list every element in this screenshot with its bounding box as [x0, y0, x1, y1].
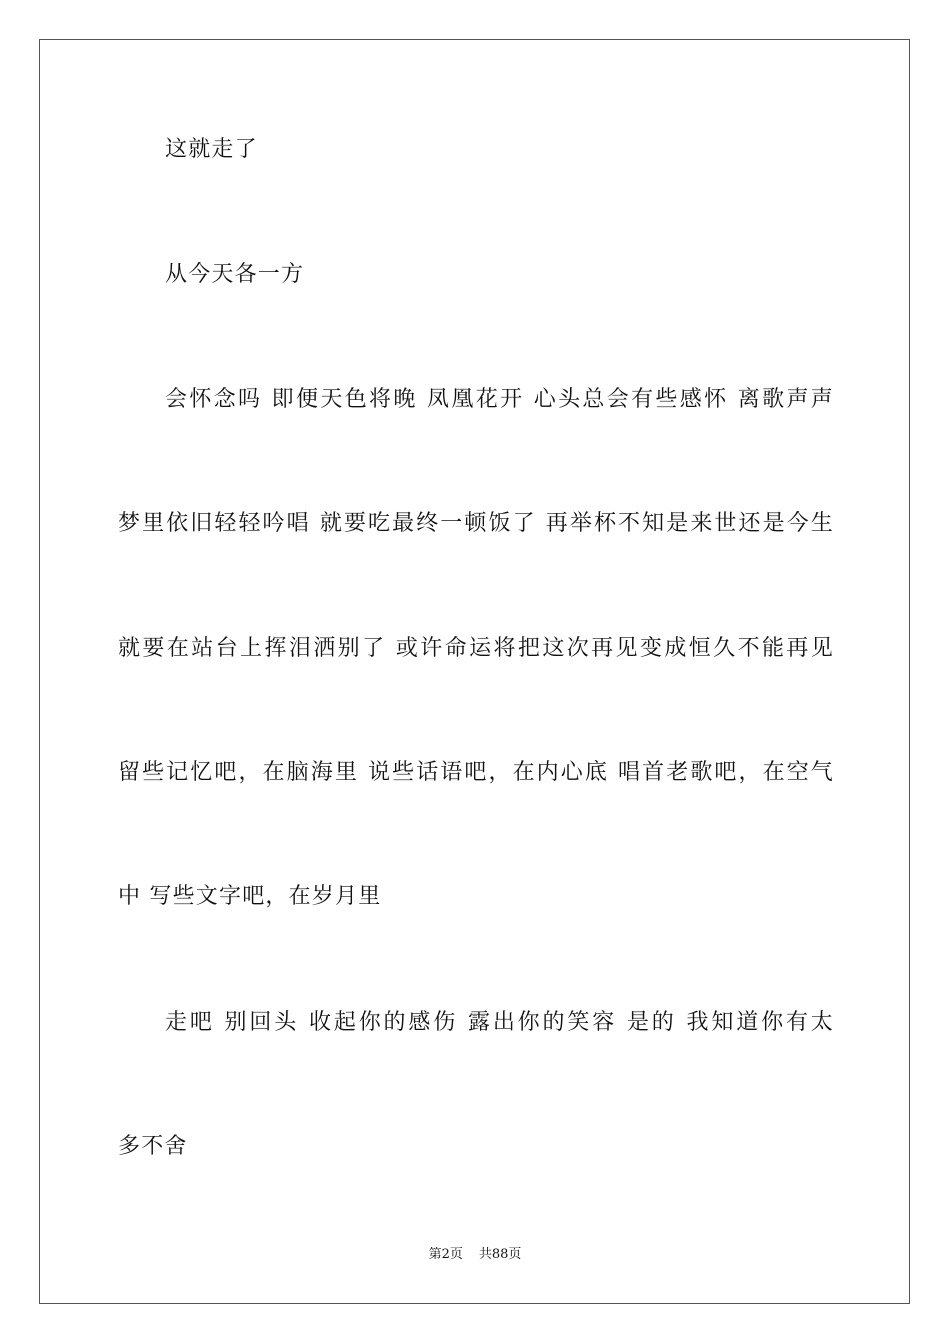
paragraph-line: 走吧 别回头 收起你的感伤 露出你的笑容 是的 我知道你有太: [165, 1010, 834, 1035]
paragraph-line: 中 写些文字吧，在岁月里: [118, 884, 382, 909]
page-border: [39, 39, 910, 1304]
paragraph-line: 多不舍: [118, 1134, 188, 1159]
paragraph-line: 留些记忆吧，在脑海里 说些话语吧，在内心底 唱首老歌吧，在空气: [118, 760, 834, 785]
page-number: 第2页: [428, 1247, 463, 1262]
paragraph-line: 从今天各一方: [165, 262, 305, 287]
paragraph-line: 就要在站台上挥泪洒别了 或许命运将把这次再见变成恒久不能再见: [118, 636, 834, 661]
page-total: 共88页: [478, 1247, 522, 1262]
paragraph-line: 会怀念吗 即便天色将晚 凤凰花开 心头总会有些感怀 离歌声声: [165, 387, 834, 412]
paragraph-line: 这就走了: [165, 137, 258, 162]
paragraph-line: 梦里依旧轻轻吟唱 就要吃最终一顿饭了 再举杯不知是来世还是今生: [118, 511, 834, 536]
page-footer: [0, 1246, 950, 1264]
